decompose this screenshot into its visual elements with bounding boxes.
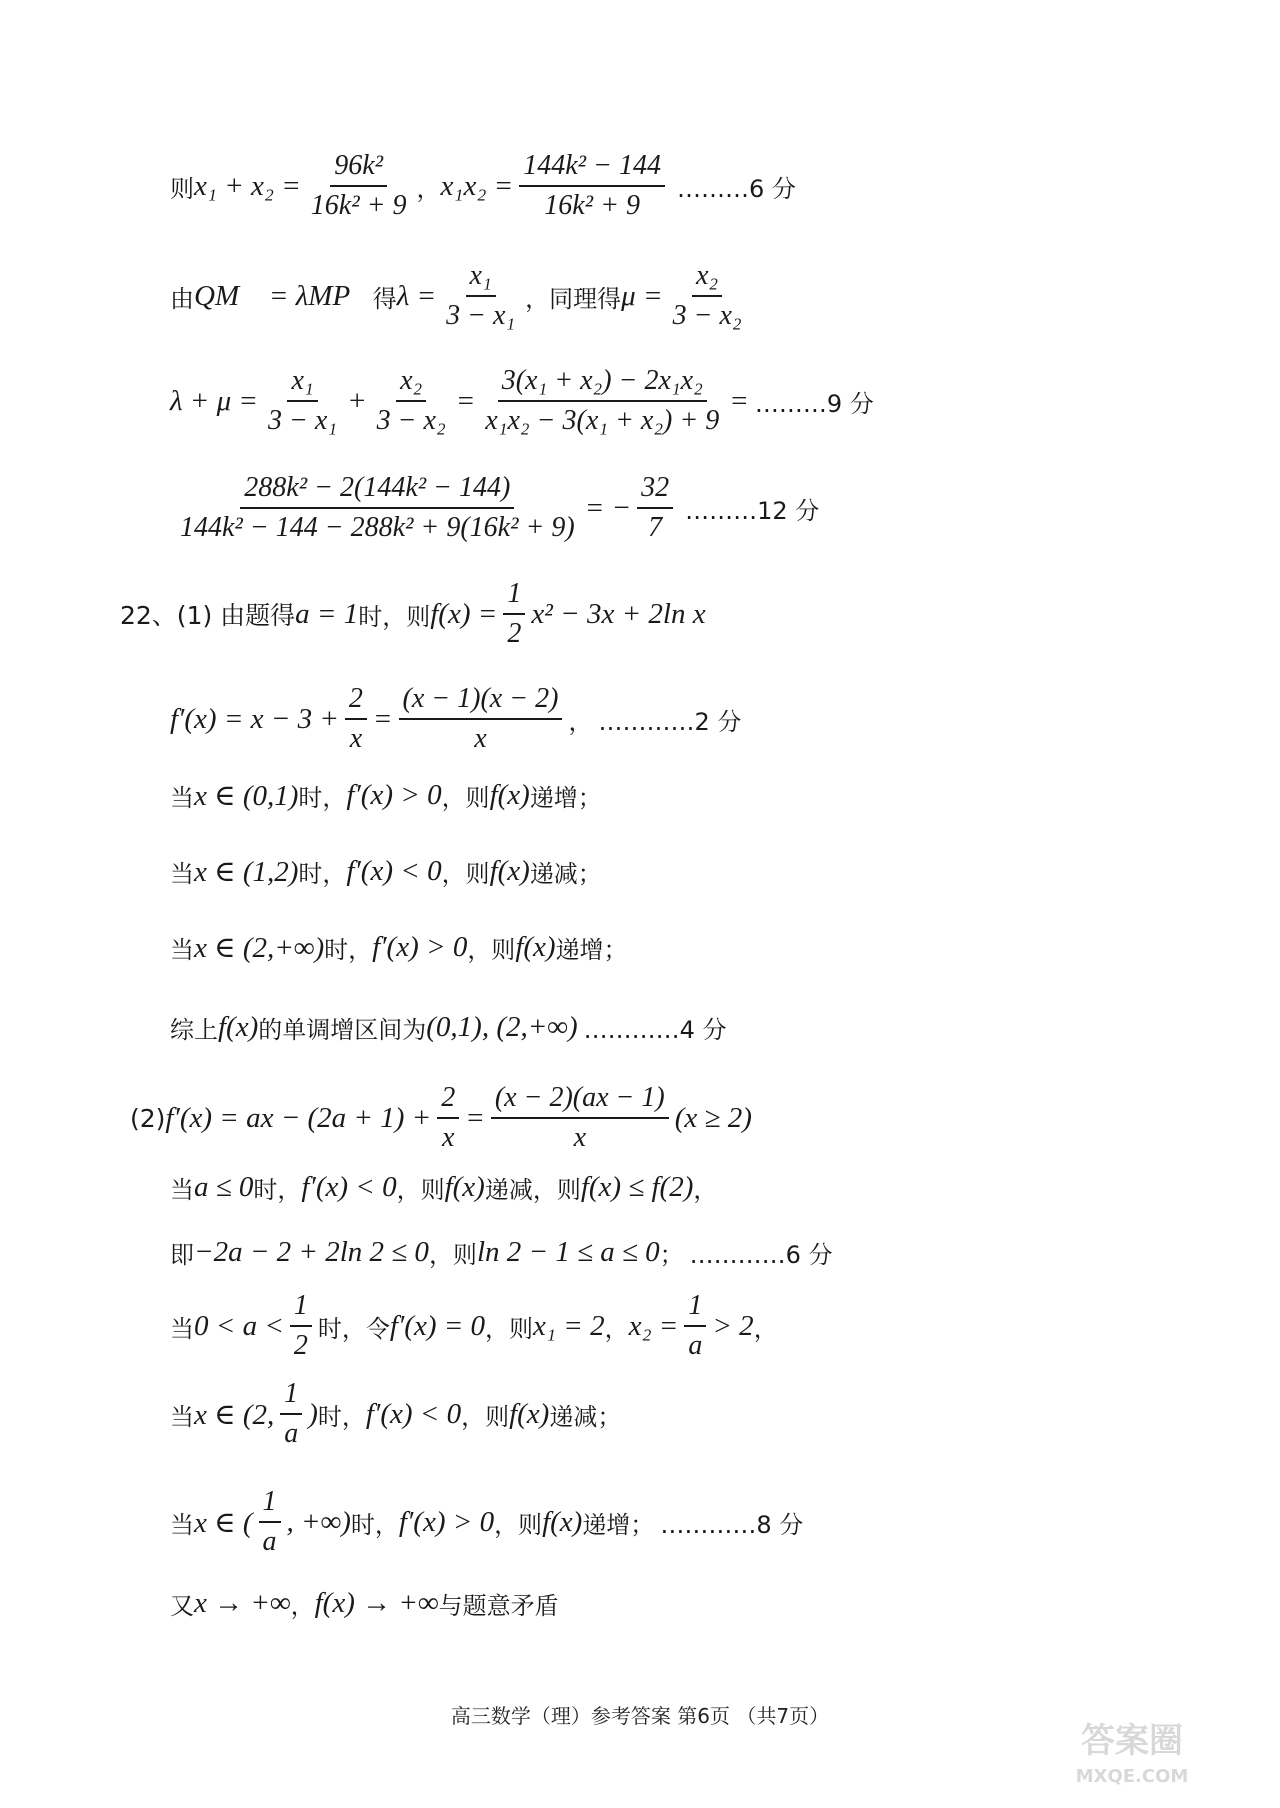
chinese-text: ， — [290, 1592, 315, 1620]
fraction-denominator: x — [474, 723, 487, 754]
fraction — [280, 1378, 302, 1450]
fraction — [264, 365, 341, 437]
line-interval-1-2 — [170, 854, 602, 889]
math-expression: = − — [584, 491, 632, 524]
chinese-text: 时，令 — [317, 1314, 390, 1343]
chinese-text: ，同理得 — [525, 284, 622, 313]
chinese-text: 的单调增区间为 — [258, 1016, 427, 1044]
fraction-denominator: 3 − x₁ — [268, 405, 338, 436]
fraction-denominator: x — [442, 1122, 455, 1153]
fraction-denominator: a — [284, 1418, 299, 1449]
fraction-denominator: x — [349, 723, 363, 754]
chinese-text: ， — [416, 174, 441, 203]
fraction-numerator: 288k² − 2(144k² − 144) — [240, 472, 514, 509]
chinese-text: 当 — [170, 936, 194, 964]
watermark-logo — [1012, 1710, 1252, 1790]
chinese-text: 时， — [350, 1510, 399, 1539]
watermark-url: MXQE.COM — [1075, 1766, 1189, 1787]
math-expression: > 2 — [712, 1309, 754, 1342]
score-mark: …………8 分 — [660, 1510, 804, 1539]
math-expression: f(x) ≤ f(2) — [580, 1171, 694, 1203]
fraction — [491, 1082, 669, 1154]
math-expression: x₁x₂ = — [440, 169, 514, 202]
math-expression: f(x) — [218, 1011, 259, 1043]
math-expression: QM⃗ = λMP⃗ — [194, 279, 373, 312]
math-expression: f′(x) > 0 — [398, 1505, 495, 1538]
fraction-denominator: 3 − x₁ — [446, 300, 516, 331]
chinese-text: 当 — [170, 1314, 194, 1343]
fraction-numerator: 32 — [637, 472, 673, 509]
fraction-numerator: 3(x₁ + x₂) − 2x₁x₂ — [498, 365, 707, 402]
score-mark: ………12 分 — [685, 496, 820, 525]
chinese-text: ，则 — [485, 1314, 534, 1343]
chinese-text: 得 — [372, 284, 397, 313]
chinese-text: ，则 — [441, 784, 490, 812]
chinese-text: 时，则 — [358, 602, 431, 631]
line-lambda-plus-mu — [170, 365, 874, 437]
math-expression: (0,1), (2,+∞) — [426, 1011, 578, 1043]
math-expression: (x ≥ 2) — [674, 1101, 752, 1134]
chinese-text: 递增； — [582, 1510, 655, 1539]
line-result-32-7 — [170, 472, 819, 544]
question-label: (2) — [130, 1103, 166, 1133]
fraction-numerator: 2 — [345, 683, 367, 720]
line-q22-part1 — [120, 578, 706, 650]
chinese-text: 当 — [170, 784, 194, 812]
math-expression: x ∈ (2,+∞) — [194, 932, 325, 964]
math-expression: μ = — [621, 279, 663, 312]
line-interval-2-1a — [170, 1378, 621, 1450]
line-ln-condition — [170, 1235, 833, 1270]
math-expression: f(x) — [509, 1397, 550, 1430]
chinese-text: ，则 — [494, 1510, 543, 1539]
fraction-numerator: 1 — [684, 1290, 706, 1327]
chinese-text: 时， — [324, 936, 373, 964]
chinese-text: 递增； — [555, 936, 628, 964]
fraction-denominator: x₁x₂ − 3(x₁ + x₂) + 9 — [485, 405, 720, 436]
chinese-text: ， — [753, 1314, 778, 1343]
math-expression: a ≤ 0 — [194, 1171, 254, 1203]
chinese-text: 则 — [170, 174, 194, 203]
fraction-denominator: 144k² − 144 − 288k² + 9(16k² + 9) — [180, 512, 575, 543]
fraction — [259, 1486, 281, 1558]
math-expression: = — [465, 1101, 485, 1134]
chinese-text: ； — [659, 1241, 684, 1269]
fraction — [373, 365, 450, 437]
line-a-le-0 — [170, 1170, 717, 1205]
chinese-text: ， — [693, 1176, 718, 1204]
math-expression: f(x) → +∞ — [314, 1587, 439, 1619]
math-expression: f′(x) < 0 — [365, 1397, 462, 1430]
fraction-denominator: x — [573, 1122, 586, 1153]
line-derivative — [170, 683, 741, 755]
fraction — [442, 260, 519, 332]
fraction-numerator: x₂ — [396, 365, 426, 402]
score-mark: ………9 分 — [754, 389, 874, 418]
line-sum-product — [170, 150, 796, 222]
fraction-denominator: 2 — [507, 618, 522, 649]
line-interval-0-1 — [170, 778, 602, 813]
math-expression: x ∈ (2, — [194, 1398, 275, 1431]
math-expression: 0 < a < — [194, 1309, 284, 1342]
fraction-denominator: 3 − x₂ — [376, 405, 446, 436]
chinese-text: 时， — [298, 784, 347, 812]
fraction-denominator: a — [688, 1330, 703, 1361]
fraction-numerator: x₁ — [466, 260, 496, 297]
fraction-numerator: 1 — [290, 1290, 312, 1327]
math-expression: f(x) — [515, 931, 556, 963]
fraction-denominator: 16k² + 9 — [544, 190, 640, 221]
fraction — [399, 683, 563, 755]
chinese-text: 当 — [170, 1402, 194, 1431]
line-lambda-mu — [170, 260, 752, 332]
math-expression: f′(x) < 0 — [346, 855, 442, 887]
line-q22-part2 — [130, 1082, 752, 1154]
math-expression: x ∈ (0,1) — [194, 780, 299, 812]
fraction-denominator: 16k² + 9 — [310, 190, 407, 221]
fraction-numerator: x₂ — [692, 260, 722, 297]
fraction-numerator: 1 — [280, 1378, 302, 1415]
math-expression: + — [347, 384, 367, 417]
chinese-text: ，则 — [428, 1241, 477, 1269]
fraction — [345, 683, 367, 755]
chinese-text: 时， — [298, 860, 347, 888]
chinese-text: ， — [568, 707, 593, 736]
math-expression: x₁ = 2 — [533, 1309, 605, 1342]
math-expression: f(x) — [542, 1505, 583, 1538]
fraction-numerator: (x − 1)(x − 2) — [399, 683, 563, 720]
math-expression: −2a − 2 + 2ln 2 ≤ 0 — [194, 1236, 429, 1268]
fraction — [290, 1290, 312, 1362]
math-expression: f′(x) = ax − (2a + 1) + — [165, 1101, 432, 1134]
score-mark: …………6 分 — [689, 1241, 833, 1269]
chinese-text: 时， — [317, 1402, 366, 1431]
chinese-text: ，则 — [461, 1402, 510, 1431]
math-expression: ln 2 − 1 ≤ a ≤ 0 — [476, 1236, 660, 1268]
chinese-text: 又 — [170, 1592, 194, 1620]
chinese-text: 当 — [170, 1176, 194, 1204]
fraction-denominator: 2 — [293, 1330, 308, 1361]
math-expression: f(x) = — [430, 597, 498, 630]
score-mark: …………2 分 — [598, 707, 742, 736]
chinese-text: 综上 — [170, 1016, 218, 1044]
math-expression: = — [455, 384, 476, 417]
chinese-text: 递增； — [529, 784, 602, 812]
math-expression: x² − 3x + 2ln x — [531, 597, 706, 630]
math-expression: f′(x) > 0 — [372, 931, 468, 963]
chinese-text: 与题意矛盾 — [438, 1592, 559, 1620]
line-0-a-half — [170, 1290, 778, 1362]
chinese-text: 递减，则 — [484, 1176, 581, 1204]
chinese-text: 时， — [253, 1176, 302, 1204]
chinese-text: 递减； — [549, 1402, 622, 1431]
math-expression: f(x) — [489, 779, 530, 811]
fraction-numerator: 2 — [437, 1082, 459, 1119]
math-expression: x₂ = — [628, 1309, 679, 1342]
math-expression: , +∞) — [286, 1505, 351, 1538]
fraction — [307, 150, 411, 222]
math-expression: f(x) — [444, 1171, 485, 1203]
fraction — [519, 150, 665, 222]
fraction — [176, 472, 579, 544]
math-expression: f′(x) > 0 — [346, 779, 442, 811]
fraction-numerator: x₁ — [287, 365, 317, 402]
question-label: 22、(1) 由题得 — [120, 601, 296, 630]
math-expression: x ∈ ( — [194, 1506, 253, 1539]
math-expression: = — [372, 702, 393, 735]
math-expression: f(x) — [489, 855, 530, 887]
chinese-text: ，则 — [467, 936, 516, 964]
fraction-numerator: (x − 2)(ax − 1) — [491, 1082, 669, 1119]
page-footer: 高三数学（理）参考答案 第6页 （共7页） — [450, 1704, 830, 1728]
math-expression: f′(x) = x − 3 + — [170, 702, 339, 735]
chinese-text: 当 — [170, 860, 194, 888]
chinese-text: ，则 — [396, 1176, 445, 1204]
fraction-denominator: a — [262, 1526, 277, 1557]
chinese-text: ， — [604, 1314, 629, 1343]
chinese-text: 递减； — [529, 860, 602, 888]
math-expression: = — [729, 384, 749, 417]
fraction-denominator: 7 — [648, 512, 663, 543]
math-expression: λ = — [396, 279, 437, 312]
score-mark: ………6 分 — [676, 174, 796, 203]
math-expression: x → +∞ — [194, 1587, 291, 1619]
line-interval-1a-inf — [170, 1486, 803, 1558]
line-summary — [170, 1010, 727, 1045]
fraction — [481, 365, 723, 437]
fraction — [637, 472, 673, 544]
fraction — [503, 578, 525, 650]
math-expression: a = 1 — [295, 597, 359, 630]
fraction-numerator: 96k² — [330, 150, 387, 187]
chinese-text: 即 — [170, 1241, 194, 1269]
math-expression: x ∈ (1,2) — [194, 856, 299, 888]
line-interval-2-inf — [170, 930, 628, 965]
fraction — [669, 260, 746, 332]
fraction-numerator: 1 — [259, 1486, 281, 1523]
chinese-text: 由 — [170, 284, 194, 313]
chinese-text: ，则 — [441, 860, 490, 888]
watermark-text: 答案圈 — [1081, 1721, 1183, 1761]
chinese-text: 当 — [170, 1510, 194, 1539]
fraction-numerator: 1 — [503, 578, 525, 615]
fraction — [437, 1082, 459, 1154]
fraction — [684, 1290, 706, 1362]
fraction-denominator: 3 − x₂ — [672, 300, 742, 331]
math-expression: λ + μ = — [170, 384, 259, 417]
math-expression: f′(x) = 0 — [389, 1309, 486, 1342]
math-expression: ) — [308, 1397, 318, 1430]
line-contradiction — [170, 1586, 559, 1621]
math-expression: f′(x) < 0 — [301, 1171, 397, 1203]
math-expression: x₁ + x₂ = — [194, 169, 301, 202]
score-mark: …………4 分 — [583, 1016, 727, 1044]
fraction-numerator: 144k² − 144 — [519, 150, 665, 187]
